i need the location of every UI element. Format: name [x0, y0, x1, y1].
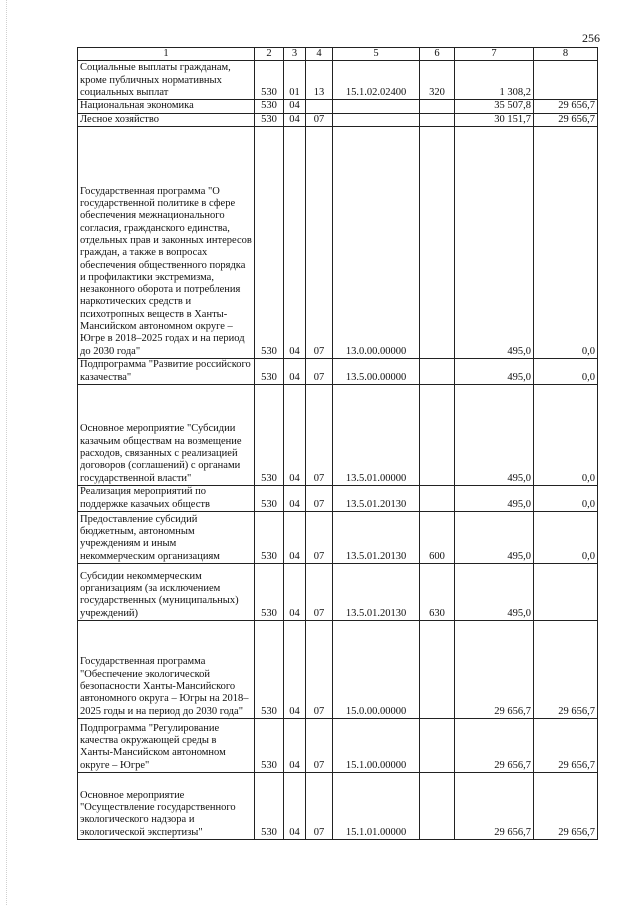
- cell-section: 04: [284, 384, 306, 485]
- cell-subsection: 07: [306, 358, 333, 384]
- cell-amount-1: 35 507,8: [455, 100, 534, 113]
- cell-target: 13.5.00.00000: [333, 358, 420, 384]
- cell-section: 04: [284, 718, 306, 772]
- row-name: Подпрограмма "Регулирование качества окружающей среды в Ханты-Мансийском автономном округе – Югре": [78, 718, 255, 772]
- cell-expense-type: [420, 384, 455, 485]
- cell-amount-1: 30 151,7: [455, 113, 534, 126]
- cell-expense-type: [420, 113, 455, 126]
- table-row: [78, 485, 598, 511]
- cell-admin: 530: [255, 113, 284, 126]
- header-cell: 3: [284, 48, 306, 61]
- cell-amount-2: 0,0: [534, 126, 598, 358]
- header-cell: 8: [534, 48, 598, 61]
- cell-target: 15.1.02.02400: [333, 61, 420, 100]
- table-row: [78, 113, 598, 126]
- cell-amount-1: 495,0: [455, 126, 534, 358]
- header-cell: 2: [255, 48, 284, 61]
- header-row: [78, 48, 598, 61]
- cell-expense-type: [420, 718, 455, 772]
- cell-amount-1: 495,0: [455, 511, 534, 563]
- header-cell: 5: [333, 48, 420, 61]
- cell-section: 04: [284, 563, 306, 620]
- cell-subsection: 07: [306, 772, 333, 839]
- cell-amount-2: 29 656,7: [534, 772, 598, 839]
- row-name: Основное мероприятие "Осуществление государственного экологического надзора и экологической экспертизы": [78, 772, 255, 839]
- cell-amount-2: 0,0: [534, 358, 598, 384]
- cell-target: 15.1.01.00000: [333, 772, 420, 839]
- table-row: [78, 718, 598, 772]
- cell-expense-type: 320: [420, 61, 455, 100]
- cell-amount-2: [534, 61, 598, 100]
- row-name: Государственная программа "О государственной политике в сфере обеспечения межнационального согласия, гражданского единства, отдельных прав и законных интересов граждан, а также в вопросах обеспечения общественного порядка и профилактики экстремизма, незаконного оборота и потребления наркотических средств и психотропных веществ в Ханты-Мансийском автономном округе – Югре в 2018–2025 годах и на период до 2030 года": [78, 126, 255, 358]
- cell-admin: 530: [255, 384, 284, 485]
- cell-section: 04: [284, 126, 306, 358]
- table-row: [78, 384, 598, 485]
- cell-target: [333, 100, 420, 113]
- cell-admin: 530: [255, 100, 284, 113]
- cell-amount-2: [534, 563, 598, 620]
- cell-admin: 530: [255, 126, 284, 358]
- cell-section: 04: [284, 485, 306, 511]
- cell-section: 04: [284, 772, 306, 839]
- cell-section: 04: [284, 511, 306, 563]
- cell-amount-1: 495,0: [455, 384, 534, 485]
- cell-target: 13.5.01.00000: [333, 384, 420, 485]
- table-row: [78, 563, 598, 620]
- header-cell: 7: [455, 48, 534, 61]
- cell-target: 13.0.00.00000: [333, 126, 420, 358]
- cell-amount-1: 29 656,7: [455, 718, 534, 772]
- table-row: [78, 511, 598, 563]
- row-name: Субсидии некоммерческим организациям (за исключением государственных (муниципальных) учреждений): [78, 563, 255, 620]
- table-row: [78, 61, 598, 100]
- cell-expense-type: [420, 772, 455, 839]
- cell-expense-type: [420, 620, 455, 718]
- cell-admin: 530: [255, 485, 284, 511]
- cell-expense-type: [420, 485, 455, 511]
- cell-amount-2: 29 656,7: [534, 100, 598, 113]
- row-name: Социальные выплаты гражданам, кроме публичных нормативных социальных выплат: [78, 61, 255, 100]
- cell-amount-1: 29 656,7: [455, 620, 534, 718]
- cell-section: 04: [284, 620, 306, 718]
- cell-subsection: 07: [306, 718, 333, 772]
- cell-amount-1: 29 656,7: [455, 772, 534, 839]
- cell-amount-1: 495,0: [455, 563, 534, 620]
- cell-section: 04: [284, 100, 306, 113]
- page-edge-marks: [6, 0, 11, 905]
- cell-subsection: 07: [306, 563, 333, 620]
- cell-amount-1: 1 308,2: [455, 61, 534, 100]
- cell-amount-1: 495,0: [455, 485, 534, 511]
- cell-subsection: 07: [306, 511, 333, 563]
- budget-table: [77, 47, 598, 840]
- cell-target: 15.1.00.00000: [333, 718, 420, 772]
- table-row: [78, 620, 598, 718]
- cell-expense-type: [420, 358, 455, 384]
- cell-target: 15.0.00.00000: [333, 620, 420, 718]
- cell-subsection: 07: [306, 126, 333, 358]
- table-row: [78, 772, 598, 839]
- cell-subsection: 13: [306, 61, 333, 100]
- header-cell: 4: [306, 48, 333, 61]
- cell-admin: 530: [255, 511, 284, 563]
- cell-section: 04: [284, 113, 306, 126]
- cell-amount-2: 0,0: [534, 384, 598, 485]
- cell-amount-2: 29 656,7: [534, 113, 598, 126]
- cell-amount-1: 495,0: [455, 358, 534, 384]
- cell-target: 13.5.01.20130: [333, 485, 420, 511]
- cell-expense-type: 600: [420, 511, 455, 563]
- table-row: [78, 126, 598, 358]
- cell-target: 13.5.01.20130: [333, 511, 420, 563]
- cell-amount-2: 0,0: [534, 485, 598, 511]
- cell-amount-2: 29 656,7: [534, 620, 598, 718]
- table-row: [78, 100, 598, 113]
- cell-section: 04: [284, 358, 306, 384]
- cell-expense-type: [420, 100, 455, 113]
- cell-target: 13.5.01.20130: [333, 563, 420, 620]
- cell-expense-type: 630: [420, 563, 455, 620]
- cell-admin: 530: [255, 61, 284, 100]
- header-cell: 6: [420, 48, 455, 61]
- cell-admin: 530: [255, 358, 284, 384]
- cell-expense-type: [420, 126, 455, 358]
- row-name: Национальная экономика: [78, 100, 255, 113]
- row-name: Государственная программа "Обеспечение экологической безопасности Ханты-Мансийского автономного округа – Югры на 2018–2025 годы и на период до 2030 года": [78, 620, 255, 718]
- cell-amount-2: 29 656,7: [534, 718, 598, 772]
- cell-admin: 530: [255, 563, 284, 620]
- cell-admin: 530: [255, 620, 284, 718]
- page-number: 256: [582, 31, 600, 45]
- cell-subsection: [306, 100, 333, 113]
- cell-subsection: 07: [306, 113, 333, 126]
- cell-subsection: 07: [306, 384, 333, 485]
- row-name: Лесное хозяйство: [78, 113, 255, 126]
- row-name: Подпрограмма "Развитие российского казачества": [78, 358, 255, 384]
- row-name: Основное мероприятие "Субсидии казачьим обществам на возмещение расходов, связанных с реализацией договоров (соглашений) с органами государственной власти": [78, 384, 255, 485]
- cell-section: 01: [284, 61, 306, 100]
- header-cell: 1: [78, 48, 255, 61]
- cell-admin: 530: [255, 718, 284, 772]
- cell-subsection: 07: [306, 620, 333, 718]
- cell-target: [333, 113, 420, 126]
- row-name: Предоставление субсидий бюджетным, автономным учреждениям и иным некоммерческим организациям: [78, 511, 255, 563]
- cell-subsection: 07: [306, 485, 333, 511]
- table-row: [78, 358, 598, 384]
- row-name: Реализация мероприятий по поддержке казачьих обществ: [78, 485, 255, 511]
- cell-amount-2: 0,0: [534, 511, 598, 563]
- cell-admin: 530: [255, 772, 284, 839]
